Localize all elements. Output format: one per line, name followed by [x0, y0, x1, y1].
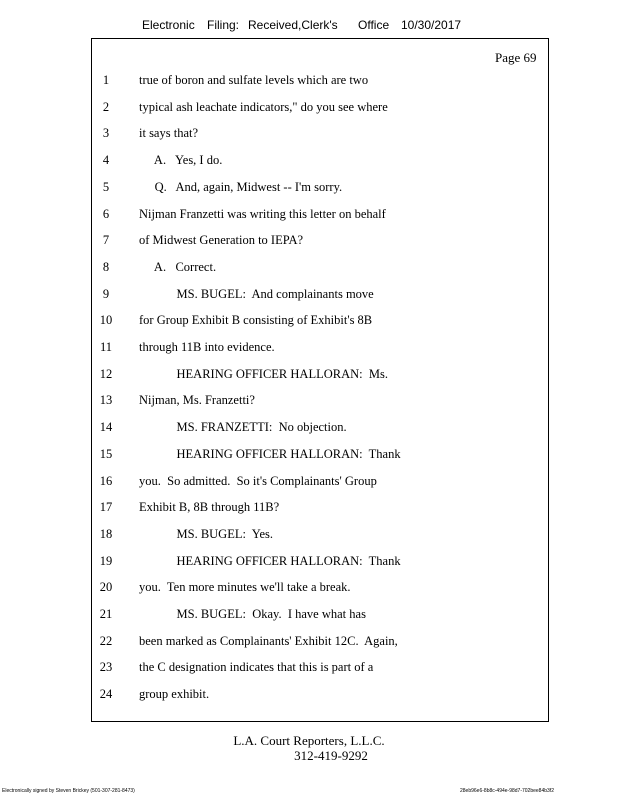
transcript-line	[0, 607, 618, 627]
footer-company: L.A. Court Reporters, L.L.C.	[233, 733, 385, 748]
line-number: 3	[102, 126, 110, 141]
transcript-line	[0, 233, 618, 253]
line-number: 24	[99, 687, 113, 702]
line-number: 13	[99, 393, 113, 408]
line-text: you. Ten more minutes we'll take a break.	[139, 580, 351, 595]
transcript-line	[0, 367, 618, 387]
line-number: 16	[99, 473, 113, 488]
line-text: MS. BUGEL: Yes.	[139, 526, 274, 541]
transcript-line	[0, 100, 618, 120]
line-number: 15	[99, 446, 113, 461]
transcript-line	[0, 660, 618, 680]
line-number: 17	[99, 500, 113, 515]
line-number: 7	[102, 233, 110, 248]
transcript-line	[0, 126, 618, 146]
line-number: 11	[99, 340, 113, 354]
line-number: 5	[102, 179, 110, 194]
line-text: A. Yes, I do.	[139, 153, 223, 168]
transcript-line	[0, 393, 618, 413]
transcript-line	[0, 340, 618, 360]
line-text: group exhibit.	[139, 687, 210, 702]
line-number: 19	[99, 553, 113, 568]
footer	[0, 733, 618, 763]
transcript-line	[0, 313, 618, 333]
line-text: HEARING OFFICER HALLORAN: Thank	[139, 446, 401, 461]
line-text: for Group Exhibit B consisting of Exhibit's 8B	[139, 313, 373, 328]
line-text: been marked as Complainants' Exhibit 12C. Again,	[139, 633, 398, 648]
line-number: 8	[102, 259, 110, 274]
line-text: it says that?	[139, 126, 199, 141]
line-text: the C designation indicates that this is part of a	[139, 660, 374, 675]
transcript-line	[0, 474, 618, 494]
line-text: Nijman, Ms. Franzetti?	[139, 393, 255, 408]
line-number: 12	[99, 366, 113, 381]
transcript-line	[0, 634, 618, 654]
line-number: 20	[99, 580, 113, 595]
transcript-line	[0, 420, 618, 440]
transcript-line	[0, 527, 618, 547]
transcript-line	[0, 260, 618, 280]
stamp-filing: Filing:	[207, 18, 240, 32]
page-number: Page 69	[495, 50, 537, 65]
transcript-line	[0, 554, 618, 574]
line-text: of Midwest Generation to IEPA?	[139, 233, 304, 248]
filing-stamp-header	[0, 18, 618, 38]
line-number: 18	[99, 526, 113, 541]
line-text: Exhibit B, 8B through 11B?	[139, 500, 280, 515]
transcript-line	[0, 73, 618, 93]
line-number: 6	[102, 206, 110, 221]
signature-left: Electronically signed by Steven Brickey (501-307-281-8473)	[2, 788, 135, 794]
line-number: 4	[102, 153, 110, 168]
stamp-received: Received,Clerk's	[248, 18, 338, 32]
line-number: 22	[99, 633, 113, 648]
line-text: Q. And, again, Midwest -- I'm sorry.	[139, 179, 343, 194]
transcript-line	[0, 287, 618, 307]
line-text: you. So admitted. So it's Complainants' Group	[139, 473, 377, 488]
signature-id: 28eb96e6-8b8c-494e-98d7-702bee84b3f2	[460, 788, 554, 794]
transcript-line	[0, 153, 618, 173]
line-number: 9	[102, 286, 110, 301]
line-text: Nijman Franzetti was writing this letter on behalf	[139, 206, 386, 221]
line-text: HEARING OFFICER HALLORAN: Thank	[139, 553, 401, 568]
line-number: 14	[99, 420, 113, 435]
stamp-office: Office	[358, 18, 390, 32]
line-text: typical ash leachate indicators," do you see where	[139, 99, 388, 114]
transcript-line	[0, 180, 618, 200]
line-text: MS. BUGEL: And complainants move	[139, 286, 374, 301]
line-number: 2	[102, 99, 110, 114]
line-text: true of boron and sulfate levels which are two	[139, 73, 369, 87]
transcript-line	[0, 580, 618, 600]
transcript-line	[0, 207, 618, 227]
footer-phone: 312-419-9292	[294, 748, 368, 763]
line-text: MS. BUGEL: Okay. I have what has	[139, 607, 366, 621]
line-text: A. Correct.	[139, 259, 217, 274]
stamp-electronic: Electronic	[142, 18, 195, 32]
line-number: 1	[102, 73, 110, 87]
transcript-line	[0, 447, 618, 467]
transcript-line	[0, 687, 618, 707]
transcript-line	[0, 500, 618, 520]
line-text: through 11B into evidence.	[139, 340, 275, 354]
line-text: MS. FRANZETTI: No objection.	[139, 420, 347, 435]
line-number: 10	[99, 313, 113, 328]
line-text: HEARING OFFICER HALLORAN: Ms.	[139, 366, 388, 381]
stamp-date: 10/30/2017	[401, 18, 462, 32]
line-number: 23	[99, 660, 113, 675]
line-number: 21	[99, 607, 113, 621]
